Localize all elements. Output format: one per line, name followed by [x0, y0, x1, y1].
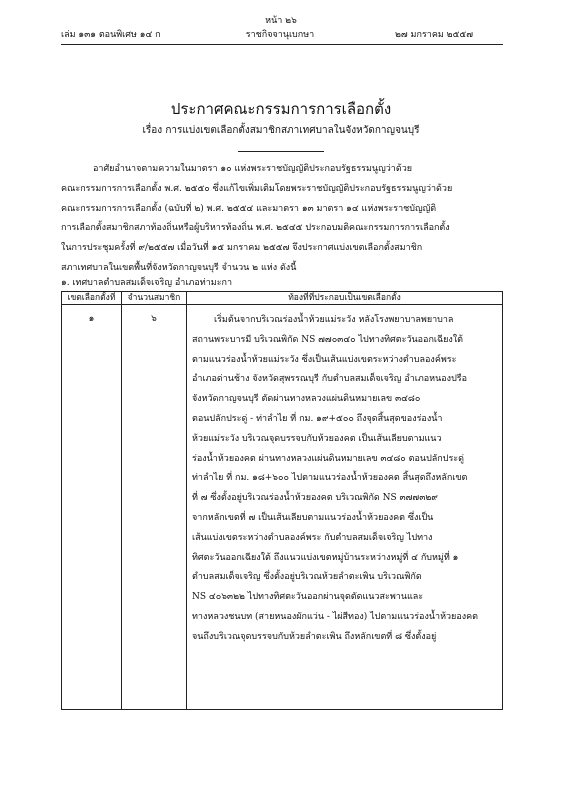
description-line: ทิศตะวันออกเฉียงใต้ ถึงแนวแบ่งเขตหมู่บ้านระหว่างหมู่ที่ ๔ กับหมู่ที่ ๑	[192, 552, 459, 563]
area-description-cell	[187, 305, 503, 710]
paragraph-line: อาศัยอำนาจตามความในมาตรา ๑๐ แห่งพระราชบัญญัติประกอบรัฐธรรมนูญว่าด้วย	[93, 164, 413, 174]
volume-info: เล่ม ๑๓๑ ตอนพิเศษ ๑๔ ก	[61, 30, 161, 40]
description-line: ตามแนวร่องน้ำห้วยแม่ระวัง ซึ่งเป็นเส้นแบ่งเขตระหว่างตำบลองค์พระ	[192, 354, 457, 365]
description-line: เส้นแบ่งเขตระหว่างตำบลองค์พระ กับตำบลสมเด็จเจริญ ไปทาง	[192, 532, 433, 543]
header-rule	[61, 44, 503, 45]
members-cell	[122, 305, 187, 710]
page-number: หน้า ๒๖	[265, 16, 297, 26]
description-line: ท่าลำไย ที่ กม. ๑๘+๖๐๐ ไปตามแนวร่องน้ำห้วยองคต สิ้นสุดถึงหลักเขต	[192, 473, 468, 484]
paragraph-line: คณะกรรมการการเลือกตั้ง พ.ศ. ๒๕๕๐ ซึ่งแก้ไขเพิ่มเติมโดยพระราชบัญญัติประกอบรัฐธรรมนูญว่าด้วย	[61, 183, 453, 194]
member-count: ๖	[151, 314, 157, 324]
paragraph-line: คณะกรรมการการเลือกตั้ง (ฉบับที่ ๒) พ.ศ. ๒๕๕๔ และมาตรา ๑๓ มาตรา ๑๔ แห่งพระราชบัญญัติ	[61, 203, 437, 214]
description-line: จากหลักเขตที่ ๗ เป็นเส้นเลียบตามแนวร่องน้ำห้วยองคต ซึ่งเป็น	[192, 512, 434, 523]
description-line: อำเภอด่านช้าง จังหวัดสุพรรณบุรี กับตำบลสมเด็จเจริญ อำเภอหนองปรือ	[192, 374, 468, 385]
description-line: ทางหลวงชนบท (สายหนองผักแว่น - ไผ่สีทอง) ไปตามแนวร่องน้ำห้วยองคต	[192, 611, 478, 622]
district-number: ๑	[88, 314, 95, 324]
title-divider	[238, 151, 324, 152]
gazette-name: ราชกิจจานุเบกษา	[245, 30, 315, 40]
table-row	[62, 305, 503, 710]
description-line: ห้วยแม่ระวัง บริเวณจุดบรรจบกับห้วยองคต เป็นเส้นเลียบตามแนว	[192, 433, 442, 444]
description-line: จนถึงบริเวณจุดบรรจบกับห้วยลำตะเพิน ถึงหลักเขตที่ ๘ ซึ่งตั้งอยู่	[192, 631, 437, 642]
paragraph-line: การเลือกตั้งสมาชิกสภาท้องถิ่นหรือผู้บริหารท้องถิ่น พ.ศ. ๒๕๔๕ ประกอบมติคณะกรรมการการเลือกตั้ง	[61, 223, 450, 234]
description-line: สถานพระบารมี บริเวณพิกัด NS ๗๗๐๓๔๐ ไปทางทิศตะวันออกเฉียงใต้	[192, 334, 464, 345]
district-cell	[62, 305, 122, 710]
description-line: จังหวัดกาญจนบุรี ตัดผ่านทางหลวงแผ่นดินหมายเลข ๓๔๘๐	[192, 394, 421, 405]
section-heading: ๑. เทศบาลตำบลสมเด็จเจริญ อำเภอท่ามะกา	[61, 278, 233, 288]
table-header-row	[62, 292, 503, 305]
subject-line: เรื่อง การแบ่งเขตเลือกตั้งสมาชิกสภาเทศบาลในจังหวัดกาญจนบุรี	[142, 125, 420, 136]
district-table	[61, 291, 503, 710]
description-line: ตอนปลักประดู่ - ท่าลำไย ที่ กม. ๑๙+๕๐๐ ถึงจุดสิ้นสุดของร่องน้ำ	[192, 413, 443, 424]
description-line: เริ่มต้นจากบริเวณร่องน้ำห้วยแม่ระวัง หลังโรงพยาบาลพยาบาล	[214, 315, 454, 325]
description-line: ตำบลสมเด็จเจริญ ซึ่งตั้งอยู่บริเวณห้วยลำตะเพิน บริเวณพิกัด	[192, 572, 422, 583]
issue-date: ๒๗ มกราคม ๒๕๕๗	[395, 30, 473, 40]
description-line: NS ๔๐๖๓๒๒ ไปทางทิศตะวันออกผ่านจุดตัดแนวสะพานและ	[192, 592, 424, 603]
area-description	[187, 305, 502, 648]
description-line: ที่ ๗ ซึ่งตั้งอยู่บริเวณร่องน้ำห้วยองคต บริเวณพิกัด NS ๓๗๗๓๒๙	[192, 493, 438, 504]
page-title: ประกาศคณะกรรมการการเลือกตั้ง	[170, 100, 392, 118]
column-header-members: จำนวนสมาชิก	[122, 292, 187, 305]
column-header-area: ท้องที่ที่ประกอบเป็นเขตเลือกตั้ง	[187, 292, 503, 305]
description-line: ร่องน้ำห้วยองคต ผ่านทางหลวงแผ่นดินหมายเลข ๓๔๘๐ ตอนปลักประดู่	[192, 453, 464, 464]
preamble-paragraph	[61, 160, 503, 279]
paragraph-line: สภาเทศบาลในเขตพื้นที่จังหวัดกาญจนบุรี จำนวน ๒ แห่ง ดังนี้	[61, 262, 297, 273]
column-header-district: เขตเลือกตั้งที่	[62, 292, 122, 305]
paragraph-line: ในการประชุมครั้งที่ ๙/๒๕๕๗ เมื่อวันที่ ๑๕ มกราคม ๒๕๕๗ จึงประกาศแบ่งเขตเลือกตั้งสมาชิก	[61, 243, 423, 254]
